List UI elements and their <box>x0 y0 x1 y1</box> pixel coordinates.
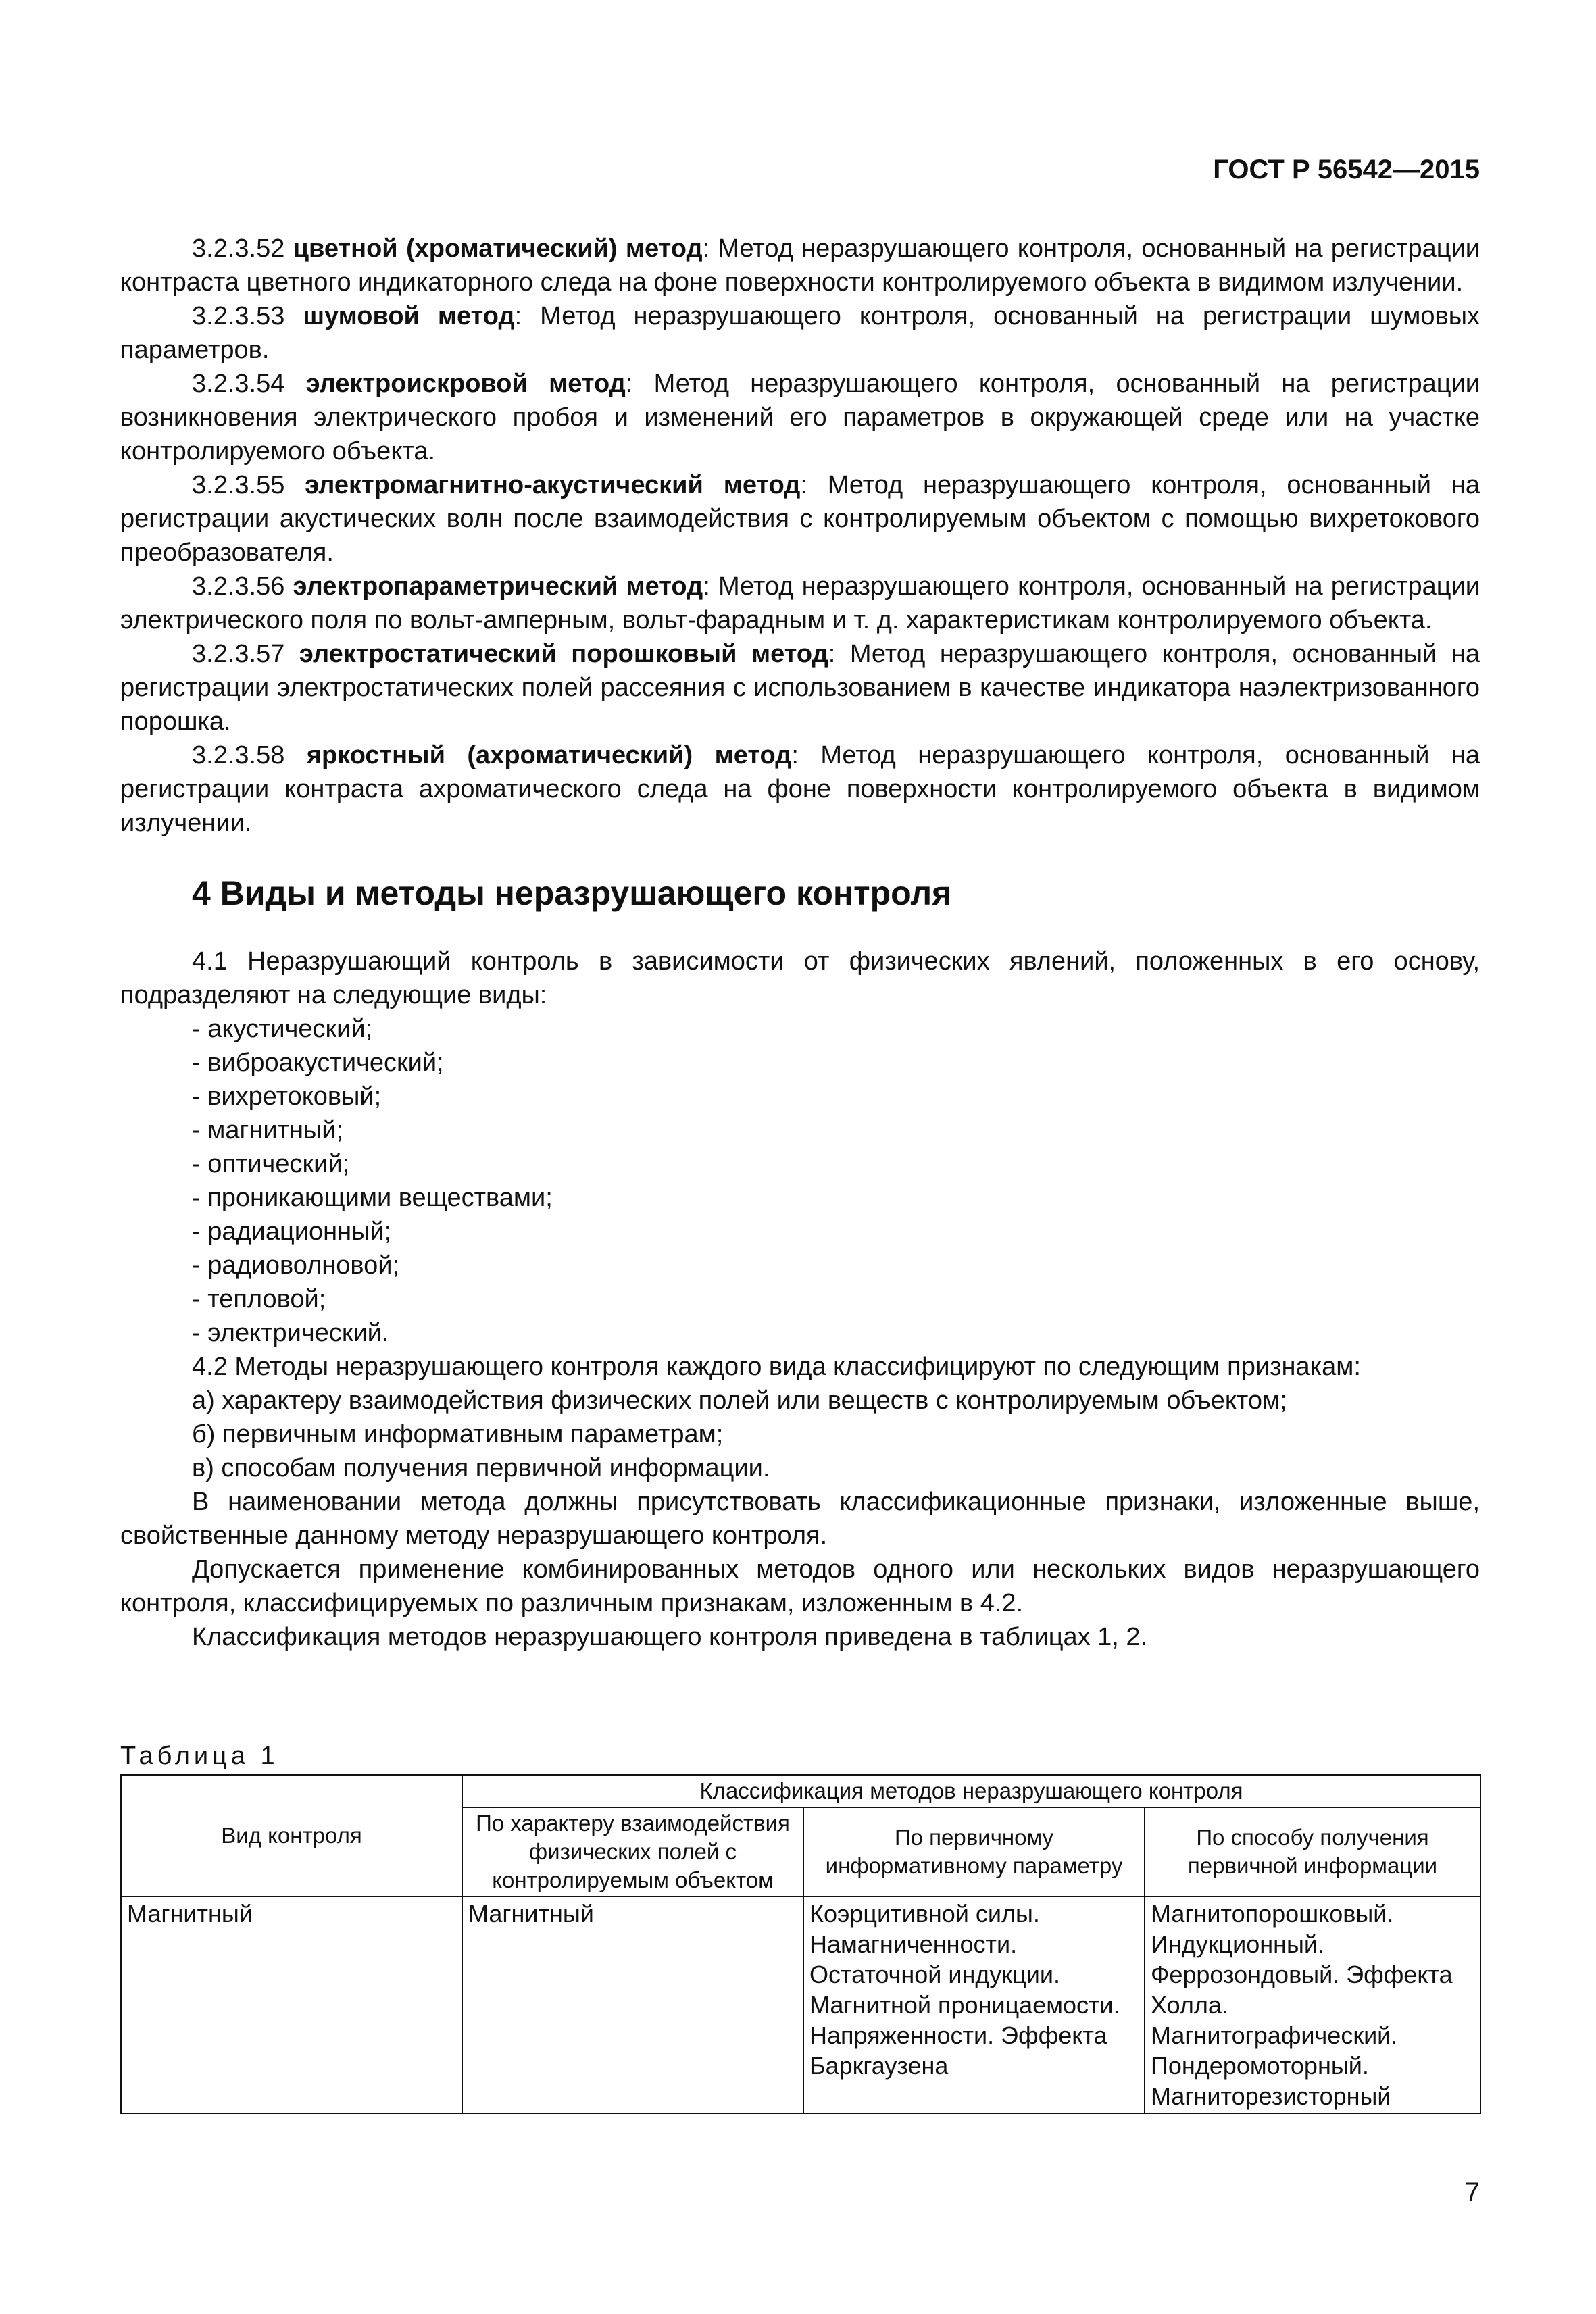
standard-code: ГОСТ Р 56542—2015 <box>1213 155 1480 184</box>
paragraph-4-1: 4.1 Неразрушающий контроль в зависимости от физических явлений, положенных в его основу, подразделяют на следующие виды: <box>120 947 1480 1009</box>
kind-list-item: - оптический; <box>192 1150 350 1178</box>
definition-3.2.3.55 <box>120 468 1480 570</box>
header-kind: Вид контроля <box>121 1775 462 1896</box>
definition-text: : Метод неразрушающего контроля, основанный на регистрации акустических волн после взаимодействия с контролируемым объектом с помощью вихретокового преобразователя. <box>120 471 1480 567</box>
definition-text: : Метод неразрушающего контроля, основанный на регистрации контраста ахроматического следа на фоне поверхности контролируемого объекта в видимом излучении. <box>120 741 1480 837</box>
page-number: 7 <box>1464 2178 1480 2207</box>
header-method: По способу получения первичной информации <box>1145 1807 1480 1896</box>
paragraph-naming: В наименовании метода должны присутствовать классификационные признаки, изложенные выше, свойственные данному методу неразрушающего контроля. <box>120 1488 1480 1550</box>
paragraph-combined: Допускается применение комбинированных методов одного или нескольких видов неразрушающего контроля, классифицируемых по различным признакам, изложенным в 4.2. <box>120 1555 1480 1617</box>
definition-term: электропараметрический метод <box>293 572 703 601</box>
criteria-list-item: а) характеру взаимодействия физических полей или веществ с контролируемым объектом; <box>192 1386 1287 1415</box>
cell-interaction: Магнитный <box>462 1896 803 2113</box>
definition-number: 3.2.3.54 <box>192 370 285 398</box>
definition-text: : Метод неразрушающего контроля, основанный на регистрации контраста цветного индикаторного следа на фоне поверхности контролируемого объекта в видимом излучении. <box>120 234 1480 297</box>
criteria-list-item: в) способам получения первичной информации. <box>192 1454 770 1482</box>
paragraph-tables-ref: Классификация методов неразрушающего контроля приведена в таблицах 1, 2. <box>192 1623 1148 1651</box>
table-row <box>121 1896 1480 2113</box>
definition-text: : Метод неразрушающего контроля, основанный на регистрации шумовых параметров. <box>120 302 1480 364</box>
definition-number: 3.2.3.53 <box>192 302 285 330</box>
definition-number: 3.2.3.58 <box>192 741 285 770</box>
criteria-list-item: б) первичным информативным параметрам; <box>192 1420 724 1449</box>
kind-list-item: - проникающими веществами; <box>192 1184 553 1212</box>
definition-term: электромагнитно-акустический метод <box>305 471 801 499</box>
definition-text: : Метод неразрушающего контроля, основанный на регистрации электростатических полей рассеяния с использованием в качестве индикатора наэлектризованного порошка. <box>120 640 1480 736</box>
definition-number: 3.2.3.55 <box>192 471 285 499</box>
kind-list-item: - акустический; <box>192 1015 373 1043</box>
definition-number: 3.2.3.52 <box>192 234 285 263</box>
definition-number: 3.2.3.56 <box>192 572 285 601</box>
definition-text: : Метод неразрушающего контроля, основанный на регистрации возникновения электрического пробоя и изменений его параметров в окружающей среде или на участке контролируемого объекта. <box>120 370 1480 466</box>
paragraph-4-2: 4.2 Методы неразрушающего контроля каждого вида классифицируют по следующим признакам: <box>192 1353 1361 1381</box>
classification-table <box>120 1774 1481 2114</box>
definition-3.2.3.53 <box>120 299 1480 367</box>
definition-3.2.3.57 <box>120 637 1480 738</box>
definition-term: шумовой метод <box>303 302 515 330</box>
definition-3.2.3.56 <box>120 570 1480 637</box>
definition-text: : Метод неразрушающего контроля, основанный на регистрации электрического поля по вольт-амперным, вольт-фарадным и т. д. характеристикам контролируемого объекта. <box>120 572 1480 634</box>
definition-term: электростатический порошковый метод <box>299 640 828 668</box>
page-body <box>120 232 1480 1654</box>
definition-3.2.3.52 <box>120 232 1480 299</box>
cell-kind: Магнитный <box>121 1896 462 2113</box>
definition-3.2.3.58 <box>120 738 1480 840</box>
table-header-row <box>121 1775 1480 1807</box>
kind-list-item: - вихретоковый; <box>192 1082 382 1111</box>
kind-list-item: - тепловой; <box>192 1285 326 1313</box>
definition-term: яркостный (ахроматический) метод <box>306 741 792 770</box>
section-heading: 4 Виды и методы неразрушающего контроля <box>192 874 952 912</box>
kind-list-item: - радиоволновой; <box>192 1251 400 1280</box>
kind-list-item: - электрический. <box>192 1319 389 1347</box>
definition-term: электроискровой метод <box>305 370 626 398</box>
definition-term: цветной (хроматический) метод <box>293 234 703 263</box>
kind-list-item: - радиационный; <box>192 1217 392 1246</box>
kind-list-item: - виброакустический; <box>192 1049 444 1077</box>
definition-3.2.3.54 <box>120 367 1480 468</box>
table-label: Таблица 1 <box>120 1742 279 1770</box>
definition-number: 3.2.3.57 <box>192 640 285 668</box>
kind-list-item: - магнитный; <box>192 1116 344 1145</box>
header-parameter: По первичному информативному параметру <box>803 1807 1145 1896</box>
cell-parameter: Коэрцитивной силы. Намагниченности. Остаточной индукции. Магнитной проницаемости. Напряженности. Эффекта Баркгаузена <box>803 1896 1145 2113</box>
header-group: Классификация методов неразрушающего контроля <box>462 1775 1480 1807</box>
cell-method: Магнитопорошковый. Индукционный. Феррозондовый. Эффекта Холла. Магнитографический. Пондеромоторный. Магниторезисторный <box>1145 1896 1480 2113</box>
header-interaction: По характеру взаимодействия физических полей с контролируемым объектом <box>462 1807 803 1896</box>
